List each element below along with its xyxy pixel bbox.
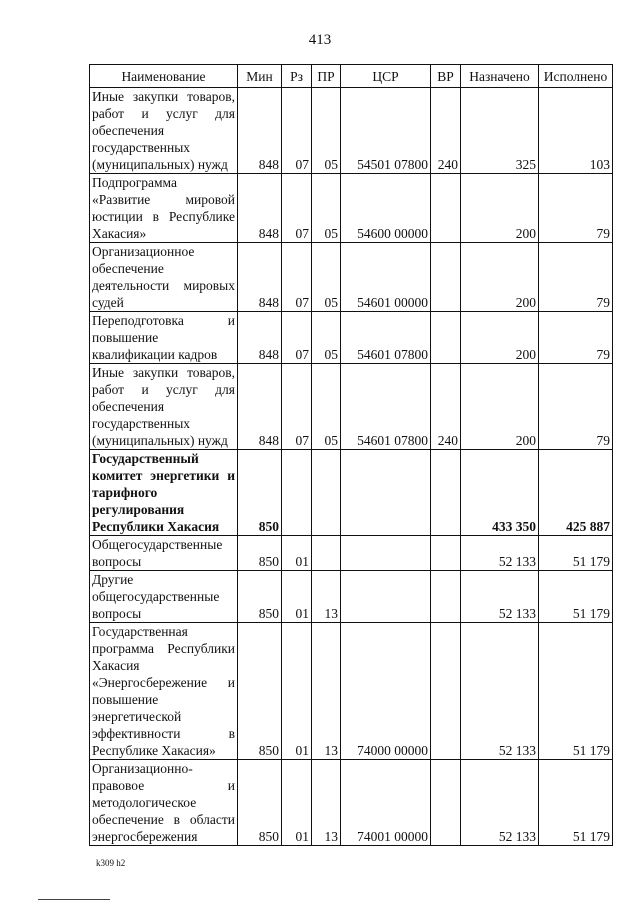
cell-assigned: 52 133	[461, 623, 539, 760]
cell-name: Государственный комитет энергетики и тарифного регулирования Республики Хакасия	[90, 450, 238, 536]
cell-rz: 07	[282, 174, 312, 243]
cell-csr	[341, 450, 431, 536]
cell-pr: 05	[312, 88, 341, 174]
cell-min: 848	[238, 312, 282, 364]
cell-pr: 05	[312, 364, 341, 450]
cell-min: 850	[238, 536, 282, 571]
cell-assigned: 52 133	[461, 760, 539, 846]
table-row	[90, 536, 613, 571]
cell-executed: 51 179	[539, 571, 613, 623]
table-row	[90, 571, 613, 623]
cell-vr	[431, 312, 461, 364]
cell-rz: 01	[282, 760, 312, 846]
header-vr: ВР	[431, 65, 461, 88]
cell-csr: 54600 00000	[341, 174, 431, 243]
header-assigned: Назначено	[461, 65, 539, 88]
cell-min: 848	[238, 243, 282, 312]
cell-rz: 01	[282, 623, 312, 760]
cell-rz: 01	[282, 536, 312, 571]
cell-pr	[312, 450, 341, 536]
cell-rz: 07	[282, 243, 312, 312]
cell-min: 850	[238, 623, 282, 760]
cell-vr: 240	[431, 364, 461, 450]
cell-min: 848	[238, 364, 282, 450]
cell-csr	[341, 571, 431, 623]
cell-name: Иные закупки товаров, работ и услуг для обеспечения государственных (муниципальных) нужд	[90, 364, 238, 450]
cell-pr: 05	[312, 174, 341, 243]
cell-rz: 01	[282, 571, 312, 623]
header-min: Мин	[238, 65, 282, 88]
cell-vr	[431, 571, 461, 623]
cell-name: Организационное обеспечение деятельности мировых судей	[90, 243, 238, 312]
cell-rz: 07	[282, 312, 312, 364]
cell-executed: 79	[539, 364, 613, 450]
cell-rz: 07	[282, 88, 312, 174]
cell-assigned: 325	[461, 88, 539, 174]
header-rz: Рз	[282, 65, 312, 88]
cell-vr	[431, 450, 461, 536]
cell-csr: 54601 07800	[341, 364, 431, 450]
budget-table	[89, 64, 613, 846]
table-row	[90, 450, 613, 536]
cell-executed: 51 179	[539, 536, 613, 571]
cell-pr: 05	[312, 312, 341, 364]
table-row	[90, 88, 613, 174]
header-executed: Исполнено	[539, 65, 613, 88]
cell-vr	[431, 760, 461, 846]
cell-pr: 05	[312, 243, 341, 312]
table-body	[90, 88, 613, 846]
header-name: Наименование	[90, 65, 238, 88]
cell-csr: 54601 07800	[341, 312, 431, 364]
table-row	[90, 760, 613, 846]
footer-divider	[38, 899, 110, 900]
cell-rz: 07	[282, 364, 312, 450]
cell-assigned: 200	[461, 364, 539, 450]
cell-executed: 51 179	[539, 623, 613, 760]
table-row	[90, 364, 613, 450]
cell-executed: 79	[539, 243, 613, 312]
cell-pr: 13	[312, 760, 341, 846]
cell-min: 850	[238, 571, 282, 623]
page-number: 413	[308, 32, 332, 48]
cell-name: Государственная программа Республики Хакасия «Энергосбережение и повышение энергетической эффективности в Республике Хакасия»	[90, 623, 238, 760]
header-csr: ЦСР	[341, 65, 431, 88]
table-header-row	[90, 65, 613, 88]
table-row	[90, 174, 613, 243]
cell-pr: 13	[312, 623, 341, 760]
cell-assigned: 433 350	[461, 450, 539, 536]
footer-code: k309 h2	[96, 858, 126, 868]
cell-min: 848	[238, 88, 282, 174]
cell-executed: 79	[539, 312, 613, 364]
cell-name: Общегосударственные вопросы	[90, 536, 238, 571]
cell-executed: 79	[539, 174, 613, 243]
cell-csr: 54501 07800	[341, 88, 431, 174]
cell-rz	[282, 450, 312, 536]
cell-min: 850	[238, 450, 282, 536]
cell-assigned: 52 133	[461, 571, 539, 623]
table-row	[90, 243, 613, 312]
cell-assigned: 200	[461, 174, 539, 243]
cell-pr	[312, 536, 341, 571]
cell-assigned: 200	[461, 243, 539, 312]
cell-vr	[431, 174, 461, 243]
cell-name: Другие общегосударственные вопросы	[90, 571, 238, 623]
cell-vr	[431, 536, 461, 571]
cell-vr	[431, 623, 461, 760]
table-row	[90, 623, 613, 760]
cell-vr	[431, 243, 461, 312]
header-pr: ПР	[312, 65, 341, 88]
cell-assigned: 200	[461, 312, 539, 364]
cell-csr: 54601 00000	[341, 243, 431, 312]
cell-name: Организационно-правовое и методологическое обеспечение в области энергосбережения	[90, 760, 238, 846]
cell-name: Иные закупки товаров, работ и услуг для обеспечения государственных (муниципальных) нужд	[90, 88, 238, 174]
cell-name: Подпрограмма «Развитие мировой юстиции в Республике Хакасия»	[90, 174, 238, 243]
cell-executed: 51 179	[539, 760, 613, 846]
cell-csr: 74001 00000	[341, 760, 431, 846]
cell-assigned: 52 133	[461, 536, 539, 571]
cell-executed: 425 887	[539, 450, 613, 536]
cell-pr: 13	[312, 571, 341, 623]
cell-vr: 240	[431, 88, 461, 174]
table-row	[90, 312, 613, 364]
cell-min: 850	[238, 760, 282, 846]
cell-csr	[341, 536, 431, 571]
cell-min: 848	[238, 174, 282, 243]
cell-executed: 103	[539, 88, 613, 174]
cell-name: Переподготовка и повышение квалификации кадров	[90, 312, 238, 364]
cell-csr: 74000 00000	[341, 623, 431, 760]
